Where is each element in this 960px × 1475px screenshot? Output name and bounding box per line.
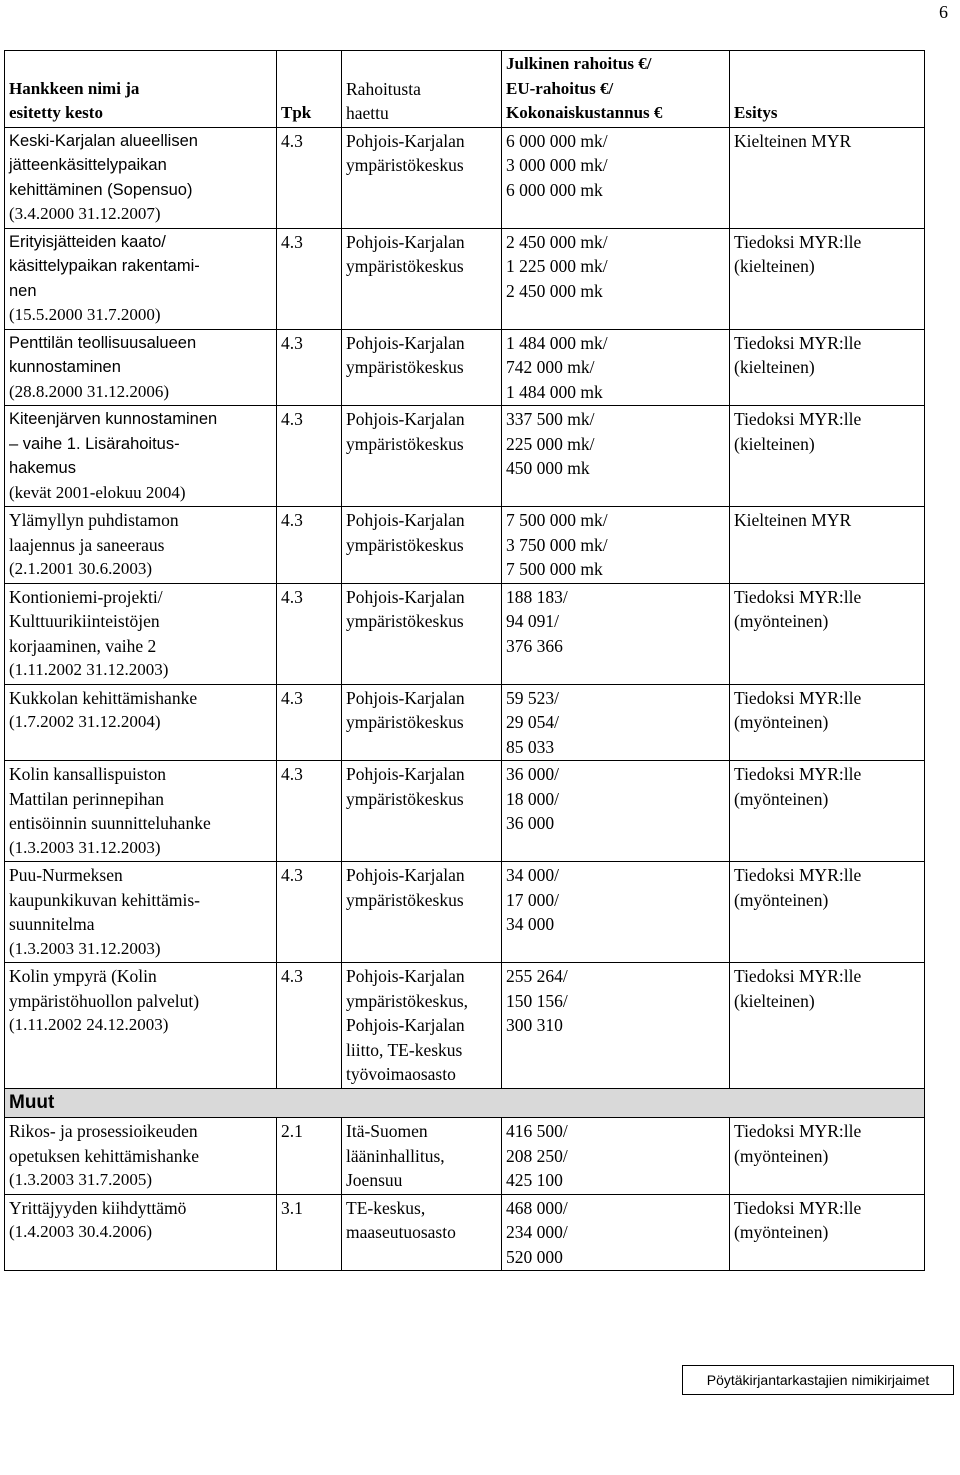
esitys-line: Tiedoksi MYR:lle: [734, 687, 862, 708]
esitys-line: (myönteinen): [734, 889, 829, 910]
project-duration: (1.11.2002 24.12.2003): [9, 1015, 169, 1034]
esitys-cell: [730, 127, 925, 228]
rahoitus-cell: [502, 963, 730, 1089]
haettu-cell: [342, 684, 502, 761]
signature-box: Pöytäkirjantarkastajien nimikirjaimet: [682, 1365, 954, 1395]
header-esitys: Esitys: [730, 51, 925, 128]
project-name-line: Penttilän teollisuusalueen: [9, 333, 197, 352]
rahoitus-cell: [502, 1194, 730, 1271]
haettu-line: ympäristökeskus: [346, 433, 464, 454]
project-name-line: Keski-Karjalan alueellisen: [9, 131, 198, 150]
project-name-line: entisöinnin suunnitteluhanke: [9, 813, 211, 833]
haettu-line: Pohjois-Karjalan: [346, 231, 465, 252]
rahoitus-line: 6 000 000 mk: [506, 179, 603, 200]
esitys-cell: [730, 507, 925, 584]
rahoitus-line: 59 523/: [506, 687, 559, 708]
esitys-line: Tiedoksi MYR:lle: [734, 865, 862, 885]
esitys-line: (myönteinen): [734, 611, 829, 631]
haettu-cell: [342, 507, 502, 584]
haettu-line: maaseutuosasto: [346, 1222, 456, 1242]
esitys-cell: [730, 862, 925, 963]
rahoitus-line: 29 054/: [506, 712, 559, 732]
project-name-cell: [5, 583, 277, 684]
header-haettu: Rahoitusta haettu: [342, 51, 502, 128]
tpk-cell: 4.3: [277, 507, 342, 584]
table-row: [5, 684, 925, 761]
project-duration: (15.5.2000 31.7.2000): [9, 305, 161, 324]
project-name-cell: [5, 1118, 277, 1195]
haettu-line: ympäristökeskus: [346, 256, 464, 276]
haettu-line: ympäristökeskus,: [346, 990, 469, 1011]
esitys-cell: [730, 1118, 925, 1195]
haettu-line: ympäristökeskus: [346, 155, 464, 175]
esitys-line: (kielteinen): [734, 256, 815, 276]
rahoitus-line: 416 500/: [506, 1121, 568, 1141]
project-duration: (1.7.2002 31.12.2004): [9, 712, 161, 731]
tpk-cell: 4.3: [277, 329, 342, 406]
haettu-cell: [342, 1194, 502, 1271]
esitys-line: Kielteinen MYR: [734, 130, 852, 151]
table-body-muut: [5, 1118, 925, 1271]
haettu-line: Pohjois-Karjalan: [346, 409, 465, 429]
haettu-line: Itä-Suomen: [346, 1121, 428, 1141]
project-name-line: kehittäminen (Sopensuo): [9, 180, 193, 199]
header-row: [5, 51, 925, 128]
rahoitus-line: 255 264/: [506, 966, 568, 986]
project-name-line: – vaihe 1. Lisärahoitus-: [9, 434, 180, 453]
rahoitus-line: 34 000: [506, 914, 555, 934]
haettu-line: ympäristökeskus: [346, 712, 464, 732]
rahoitus-line: 234 000/: [506, 1222, 568, 1242]
haettu-line: Pohjois-Karjalan: [346, 586, 465, 607]
esitys-cell: [730, 583, 925, 684]
esitys-line: Tiedoksi MYR:lle: [734, 1121, 862, 1141]
project-name-cell: [5, 761, 277, 862]
rahoitus-line: 376 366: [506, 635, 563, 656]
rahoitus-line: 17 000/: [506, 889, 559, 910]
tpk-cell: 3.1: [277, 1194, 342, 1271]
project-name-line: Kolin ympyrä (Kolin: [9, 966, 157, 986]
tpk-cell: 4.3: [277, 761, 342, 862]
project-name-line: korjaaminen, vaihe 2: [9, 635, 157, 656]
esitys-cell: [730, 329, 925, 406]
rahoitus-line: 225 000 mk/: [506, 433, 595, 454]
table-row: [5, 963, 925, 1089]
haettu-cell: [342, 583, 502, 684]
haettu-line: lääninhallitus,: [346, 1145, 445, 1166]
project-name-line: Mattilan perinnepihan: [9, 788, 165, 809]
rahoitus-line: 1 484 000 mk: [506, 381, 603, 402]
project-name-cell: [5, 684, 277, 761]
rahoitus-line: 450 000 mk: [506, 458, 590, 478]
esitys-line: (myönteinen): [734, 1222, 829, 1242]
esitys-line: Tiedoksi MYR:lle: [734, 1197, 862, 1218]
rahoitus-line: 1 225 000 mk/: [506, 256, 608, 276]
table-row: [5, 329, 925, 406]
rahoitus-cell: [502, 684, 730, 761]
project-name-line: kunnostaminen: [9, 358, 121, 376]
haettu-cell: [342, 329, 502, 406]
rahoitus-line: 18 000/: [506, 788, 559, 809]
rahoitus-cell: [502, 329, 730, 406]
esitys-line: Tiedoksi MYR:lle: [734, 586, 862, 607]
project-name-line: Kolin kansallispuiston: [9, 764, 167, 784]
rahoitus-line: 7 500 000 mk: [506, 559, 603, 579]
project-duration: (kevät 2001-elokuu 2004): [9, 482, 186, 502]
esitys-line: Tiedoksi MYR:lle: [734, 409, 862, 429]
project-name-cell: [5, 406, 277, 507]
project-duration: (1.4.2003 30.4.2006): [9, 1222, 153, 1241]
haettu-line: Pohjois-Karjalan: [346, 865, 465, 885]
rahoitus-line: 85 033: [506, 736, 555, 757]
project-name-line: Kukkolan kehittämishanke: [9, 687, 198, 708]
rahoitus-line: 188 183/: [506, 586, 568, 607]
project-name-cell: [5, 1194, 277, 1271]
rahoitus-cell: [502, 761, 730, 862]
esitys-line: (myönteinen): [734, 1145, 829, 1166]
project-duration: (1.3.2003 31.7.2005): [9, 1170, 153, 1189]
table-row: [5, 862, 925, 963]
project-name-line: Erityisjätteiden kaato/: [9, 232, 166, 251]
haettu-cell: [342, 761, 502, 862]
esitys-cell: [730, 228, 925, 329]
rahoitus-line: 3 750 000 mk/: [506, 534, 608, 555]
rahoitus-cell: [502, 228, 730, 329]
tpk-cell: 4.3: [277, 228, 342, 329]
rahoitus-line: 337 500 mk/: [506, 409, 595, 429]
header-tpk: Tpk: [277, 51, 342, 128]
haettu-cell: [342, 1118, 502, 1195]
esitys-cell: [730, 406, 925, 507]
table-row: [5, 1118, 925, 1195]
project-name-line: Puu-Nurmeksen: [9, 865, 123, 885]
rahoitus-line: 34 000/: [506, 865, 559, 885]
rahoitus-line: 425 100: [506, 1170, 563, 1190]
haettu-line: Pohjois-Karjalan: [346, 510, 465, 530]
tpk-cell: 4.3: [277, 684, 342, 761]
rahoitus-line: 520 000: [506, 1246, 563, 1267]
rahoitus-line: 36 000: [506, 813, 555, 833]
esitys-line: (myönteinen): [734, 788, 829, 809]
esitys-line: (myönteinen): [734, 712, 829, 732]
rahoitus-cell: [502, 583, 730, 684]
tpk-cell: 2.1: [277, 1118, 342, 1195]
project-name-cell: [5, 228, 277, 329]
haettu-cell: [342, 963, 502, 1089]
haettu-cell: [342, 228, 502, 329]
rahoitus-cell: [502, 1118, 730, 1195]
table-row: [5, 761, 925, 862]
haettu-line: Joensuu: [346, 1170, 403, 1190]
rahoitus-line: 1 484 000 mk/: [506, 332, 608, 353]
rahoitus-line: 3 000 000 mk/: [506, 155, 608, 175]
rahoitus-line: 2 450 000 mk: [506, 280, 603, 301]
haettu-line: ympäristökeskus: [346, 788, 464, 809]
project-name-line: ympäristöhuollon palvelut): [9, 990, 200, 1011]
table-row: [5, 507, 925, 584]
project-name-line: suunnitelma: [9, 914, 95, 934]
tpk-cell: 4.3: [277, 583, 342, 684]
haettu-line: Pohjois-Karjalan: [346, 687, 465, 708]
rahoitus-line: 94 091/: [506, 611, 559, 631]
esitys-line: Tiedoksi MYR:lle: [734, 231, 862, 252]
tpk-cell: 4.3: [277, 963, 342, 1089]
project-name-line: Yrittäjyyden kiihdyttämö: [9, 1197, 187, 1218]
esitys-line: (kielteinen): [734, 357, 815, 377]
project-name-line: laajennus ja saneeraus: [9, 534, 165, 555]
haettu-line: työvoimaosasto: [346, 1064, 456, 1084]
rahoitus-line: 300 310: [506, 1015, 563, 1035]
haettu-cell: [342, 406, 502, 507]
haettu-cell: [342, 127, 502, 228]
muut-section: [5, 1088, 925, 1118]
page-number: 6: [939, 2, 948, 22]
project-name-line: Rikos- ja prosessioikeuden: [9, 1121, 198, 1141]
project-name-cell: [5, 963, 277, 1089]
esitys-cell: [730, 1194, 925, 1271]
project-duration: (3.4.2000 31.12.2007): [9, 204, 161, 223]
section-header-muut: [5, 1088, 925, 1118]
project-name-line: Ylämyllyn puhdistamon: [9, 510, 179, 530]
esitys-line: (kielteinen): [734, 433, 815, 454]
haettu-line: TE-keskus,: [346, 1197, 426, 1218]
project-name-line: Kulttuurikiinteistöjen: [9, 611, 160, 631]
haettu-line: Pohjois-Karjalan: [346, 966, 465, 986]
haettu-cell: [342, 862, 502, 963]
tpk-cell: 4.3: [277, 406, 342, 507]
rahoitus-line: 208 250/: [506, 1145, 568, 1166]
table-row: [5, 127, 925, 228]
table-row: [5, 1194, 925, 1271]
header-name: Hankkeen nimi ja esitetty kesto: [5, 51, 277, 128]
esitys-line: Tiedoksi MYR:lle: [734, 332, 862, 353]
table-body: [5, 127, 925, 1088]
section-title-muut: Muut: [5, 1088, 925, 1118]
rahoitus-line: 7 500 000 mk/: [506, 510, 608, 530]
rahoitus-line: 36 000/: [506, 764, 559, 784]
tpk-cell: 4.3: [277, 127, 342, 228]
esitys-line: Tiedoksi MYR:lle: [734, 966, 862, 986]
rahoitus-line: 150 156/: [506, 990, 568, 1011]
table-row: [5, 406, 925, 507]
esitys-line: (kielteinen): [734, 990, 815, 1011]
project-duration: (1.3.2003 31.12.2003): [9, 938, 161, 958]
haettu-line: Pohjois-Karjalan: [346, 1015, 465, 1035]
project-duration: (2.1.2001 30.6.2003): [9, 559, 153, 578]
project-duration: (1.11.2002 31.12.2003): [9, 660, 169, 679]
esitys-cell: [730, 761, 925, 862]
project-name-line: käsittelypaikan rakentami-: [9, 257, 200, 275]
project-name-line: Kontioniemi-projekti/: [9, 586, 163, 607]
rahoitus-line: 742 000 mk/: [506, 357, 595, 377]
project-name-cell: [5, 329, 277, 406]
tpk-cell: 4.3: [277, 862, 342, 963]
header-rahoitus: Julkinen rahoitus €/ EU-rahoitus €/ Kokonaiskustannus €: [502, 51, 730, 128]
haettu-line: ympäristökeskus: [346, 611, 464, 631]
esitys-cell: [730, 963, 925, 1089]
project-name-line: Kiteenjärven kunnostaminen: [9, 410, 218, 428]
project-name-line: nen: [9, 281, 37, 300]
esitys-line: Kielteinen MYR: [734, 510, 852, 530]
project-duration: (28.8.2000 31.12.2006): [9, 381, 170, 401]
rahoitus-cell: [502, 862, 730, 963]
haettu-line: Pohjois-Karjalan: [346, 130, 465, 151]
rahoitus-line: 6 000 000 mk/: [506, 130, 608, 151]
haettu-line: Pohjois-Karjalan: [346, 332, 465, 353]
rahoitus-line: 2 450 000 mk/: [506, 231, 608, 252]
project-name-line: hakemus: [9, 459, 76, 477]
haettu-line: ympäristökeskus: [346, 889, 464, 910]
project-name-line: opetuksen kehittämishanke: [9, 1145, 200, 1166]
haettu-line: ympäristökeskus: [346, 357, 464, 377]
project-name-line: jätteenkäsittelypaikan: [9, 156, 167, 174]
project-table: [4, 50, 925, 1271]
table-row: [5, 583, 925, 684]
rahoitus-cell: [502, 507, 730, 584]
rahoitus-cell: [502, 127, 730, 228]
haettu-line: Pohjois-Karjalan: [346, 764, 465, 784]
haettu-line: liitto, TE-keskus: [346, 1039, 463, 1060]
project-name-cell: [5, 862, 277, 963]
esitys-cell: [730, 684, 925, 761]
project-name-cell: [5, 127, 277, 228]
project-duration: (1.3.2003 31.12.2003): [9, 837, 161, 857]
project-name-line: kaupunkikuvan kehittämis-: [9, 889, 201, 910]
project-name-cell: [5, 507, 277, 584]
haettu-line: ympäristökeskus: [346, 534, 464, 555]
esitys-line: Tiedoksi MYR:lle: [734, 764, 862, 784]
rahoitus-line: 468 000/: [506, 1197, 568, 1218]
rahoitus-cell: [502, 406, 730, 507]
table-row: [5, 228, 925, 329]
